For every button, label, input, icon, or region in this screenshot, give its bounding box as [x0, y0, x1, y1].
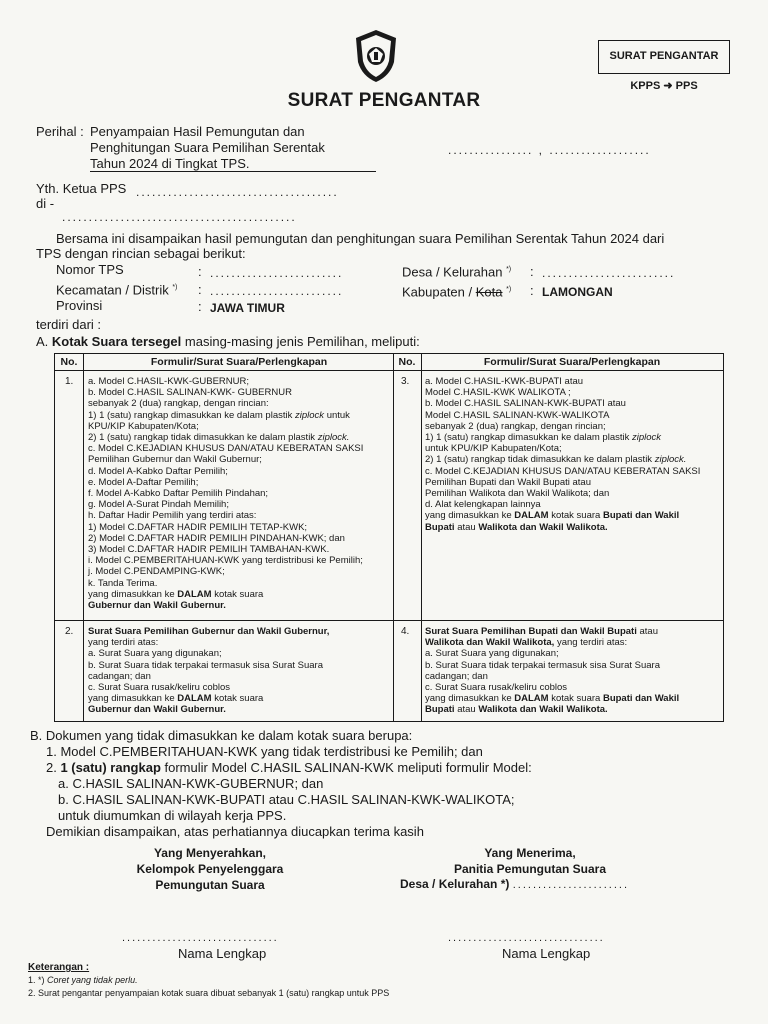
note-1: 1. *) Coret yang tidak perlu. — [28, 975, 138, 985]
arrow-right-icon: ➜ — [663, 80, 673, 92]
provinsi-value: JAWA TIMUR — [210, 301, 285, 315]
section-b-item-2b: b. C.HASIL SALINAN-KWK-BUPATI atau C.HASIL SALINAN-KWK-WALIKOTA; — [58, 792, 515, 807]
perihal-underline — [90, 171, 376, 172]
desa-colon: : — [530, 264, 534, 279]
perihal-label: Perihal : — [36, 124, 84, 139]
provinsi-label: Provinsi — [56, 298, 103, 313]
section-b-item-1: 1. Model C.PEMBERITAHUAN-KWK yang tidak terdistribusi ke Pemilih; dan — [46, 744, 483, 759]
nomor-tps-colon: : — [198, 264, 202, 279]
signature-left-dots: ............................... — [122, 932, 279, 944]
row-number-3: 3. — [401, 376, 410, 387]
cell-3: a. Model C.HASIL-KWK-BUPATI atau Model C.HASIL-KWK WALIKOTA ; b. Model C.HASIL SALINAN-KWK-BUPATI atau Model C.HASIL SALINAN-KWK-WALIKOTA sebanyak 2 (dua) rangkap, dengan rincian; 1) 1 (satu) rangkap dimasukkan ke dalam plastik ziplock untuk KPU/KIP Kabupaten/Kota; 2) 1 (satu) rangkap tidak dimasukkan ke dalam plastik ziplock. c. Model C.KEJADIAN KHUSUS DAN/ATAU KEBERATAN SAKSI Pemilihan Bupati dan Wakil Bupati atau Pemilihan Walikota dan Wakil Walikota; dan d. Alat kelengkapan lainnya yang dimasukkan ke DALAM kotak suara Bupati dan Wakil Bupati atau Walikota dan Wakil Walikota. — [425, 376, 701, 533]
col-no-left: No. — [60, 356, 78, 368]
section-b-title: B. Dokumen yang tidak dimasukkan ke dalam kotak suara berupa: — [30, 728, 413, 743]
signature-right-name: Nama Lengkap — [502, 946, 591, 961]
table-header — [55, 354, 723, 371]
desa-label: Desa / Kelurahan *) — [402, 264, 512, 280]
kpu-logo — [352, 28, 400, 84]
page-title: SURAT PENGANTAR — [287, 90, 481, 111]
perihal-text: Penyampaian Hasil Pemungutan dan Penghitungan Suara Pemilihan Serentak Tahun 2024 di Tingkat TPS. — [90, 124, 325, 171]
provinsi-colon: : — [198, 299, 202, 314]
intro-line1: Bersama ini disampaikan hasil pemungutan dan penghitungan suara Pemilihan Serentak Tahun 2024 dari — [56, 231, 665, 246]
kabupaten-label: Kabupaten / Kota *) — [402, 284, 512, 300]
col-form-left: Formulir/Surat Suara/Perlengkapan — [150, 356, 328, 368]
note-2: 2. Surat pengantar penyampaian kotak suara dibuat sebanyak 1 (satu) rangkap untuk PPS — [28, 988, 390, 998]
section-b-item-2a: a. C.HASIL SALINAN-KWK-GUBERNUR; dan — [58, 776, 324, 791]
section-a-heading: A. Kotak Suara tersegel masing-masing jenis Pemilihan, meliputi: — [36, 334, 420, 349]
row-number-1: 1. — [65, 376, 74, 387]
yth-dots: ...................................... — [136, 185, 339, 199]
kecamatan-value: ......................... — [210, 284, 344, 298]
cell-1: a. Model C.HASIL-KWK-GUBERNUR; b. Model C.HASIL SALINAN-KWK- GUBERNUR sebanyak 2 (dua) rangkap, dengan rincian: 1) 1 (satu) rangkap dimasukkan ke dalam plastik ziplock untuk KPU/KIP Kabupaten/Kota; 2) 1 (satu) rangkap tidak dimasukkan ke dalam plastik ziplock. c. Model C.KEJADIAN KHUSUS DAN/ATAU KEBERATAN SAKSI Pemilihan Gubernur dan Wakil Gubernur; d. Model A-Kabko Daftar Pemilih; e. Model A-Daftar Pemilih; f. Model A-Kabko Daftar Pemilih Pindahan; g. Model A-Surat Pindah Memilih; h. Daftar Hadir Pemilih yang terdiri atas: 1) Model C.DAFTAR HADIR PEMILIH TETAP-KWK; 2) Model C.DAFTAR HADIR PEMILIH PINDAHAN-KWK; dan 3) Model C.DAFTAR HADIR PEMILIH TAMBAHAN-KWK. i. Model C.PEMBERITAHUAN-KWK yang terdistribusi ke Pemilih; j. Model C.PENDAMPING-KWK; k. Tanda Terima. yang dimasukkan ke DALAM kotak suara Gubernur dan Wakil Gubernur. — [88, 376, 364, 612]
section-b-item-2: 2. 1 (satu) rangkap formulir Model C.HASIL SALINAN-KWK meliputi formulir Model: — [46, 760, 532, 775]
kecamatan-colon: : — [198, 282, 202, 297]
kabupaten-colon: : — [530, 283, 534, 298]
closing-text: Demikian disampaikan, atas perhatiannya diucapkan terima kasih — [46, 824, 424, 839]
yth-label: Yth. Ketua PPS — [36, 181, 127, 196]
items-table — [54, 353, 724, 722]
di-label: di - — [36, 196, 55, 211]
di-dots: ............................................ — [62, 210, 297, 224]
terdiri-label: terdiri dari : — [36, 317, 102, 332]
row-number-2: 2. — [65, 626, 74, 637]
date-placeholder: ................ , ................... — [448, 143, 651, 157]
route-label: KPPS ➜ PPS — [630, 80, 698, 92]
kabupaten-value: LAMONGAN — [542, 285, 613, 299]
notes-title: Keterangan : — [28, 962, 90, 973]
section-b-item-2c: untuk diumumkan di wilayah kerja PPS. — [58, 808, 287, 823]
col-form-right: Formulir/Surat Suara/Perlengkapan — [483, 356, 661, 368]
kecamatan-label: Kecamatan / Distrik *) — [56, 282, 178, 298]
desa-value: ......................... — [542, 266, 676, 280]
signature-right-title: Yang Menerima, Panitia Pemungutan Suara — [453, 846, 607, 876]
signature-left-title: Yang Menyerahkan, Kelompok Penyelenggara Pemungutan Suara — [136, 846, 284, 892]
cell-4: Surat Suara Pemilihan Bupati dan Wakil Bupati atau Walikota dan Wakil Walikota, yang terdiri atas: a. Surat Suara yang digunakan; b. Surat Suara tidak terpakai termasuk sisa Surat Suara cadangan; dan c. Surat Suara rusak/keliru coblos yang dimasukkan ke DALAM kotak suara Bupati dan Wakil Bupati atau Walikota dan Wakil Walikota. — [425, 626, 680, 716]
cell-2: Surat Suara Pemilihan Gubernur dan Wakil Gubernur, yang terdiri atas: a. Surat Suara yang digunakan; b. Surat Suara tidak terpakai termasuk sisa Surat Suara cadangan; dan c. Surat Suara rusak/keliru coblos yang dimasukkan ke DALAM kotak suara Gubernur dan Wakil Gubernur. — [88, 626, 330, 716]
intro-line2: TPS dengan rincian sebagai berikut: — [36, 246, 246, 261]
signature-right-desa: Desa / Kelurahan *) ....................... — [400, 877, 630, 891]
col-no-right: No. — [398, 356, 416, 368]
header-box: SURAT PENGANTAR — [598, 40, 730, 74]
nomor-tps-value: ......................... — [210, 266, 344, 280]
nomor-tps-label: Nomor TPS — [56, 262, 124, 277]
signature-left-name: Nama Lengkap — [178, 946, 267, 961]
signature-right-dots: ............................... — [448, 932, 605, 944]
row-number-4: 4. — [401, 626, 410, 637]
